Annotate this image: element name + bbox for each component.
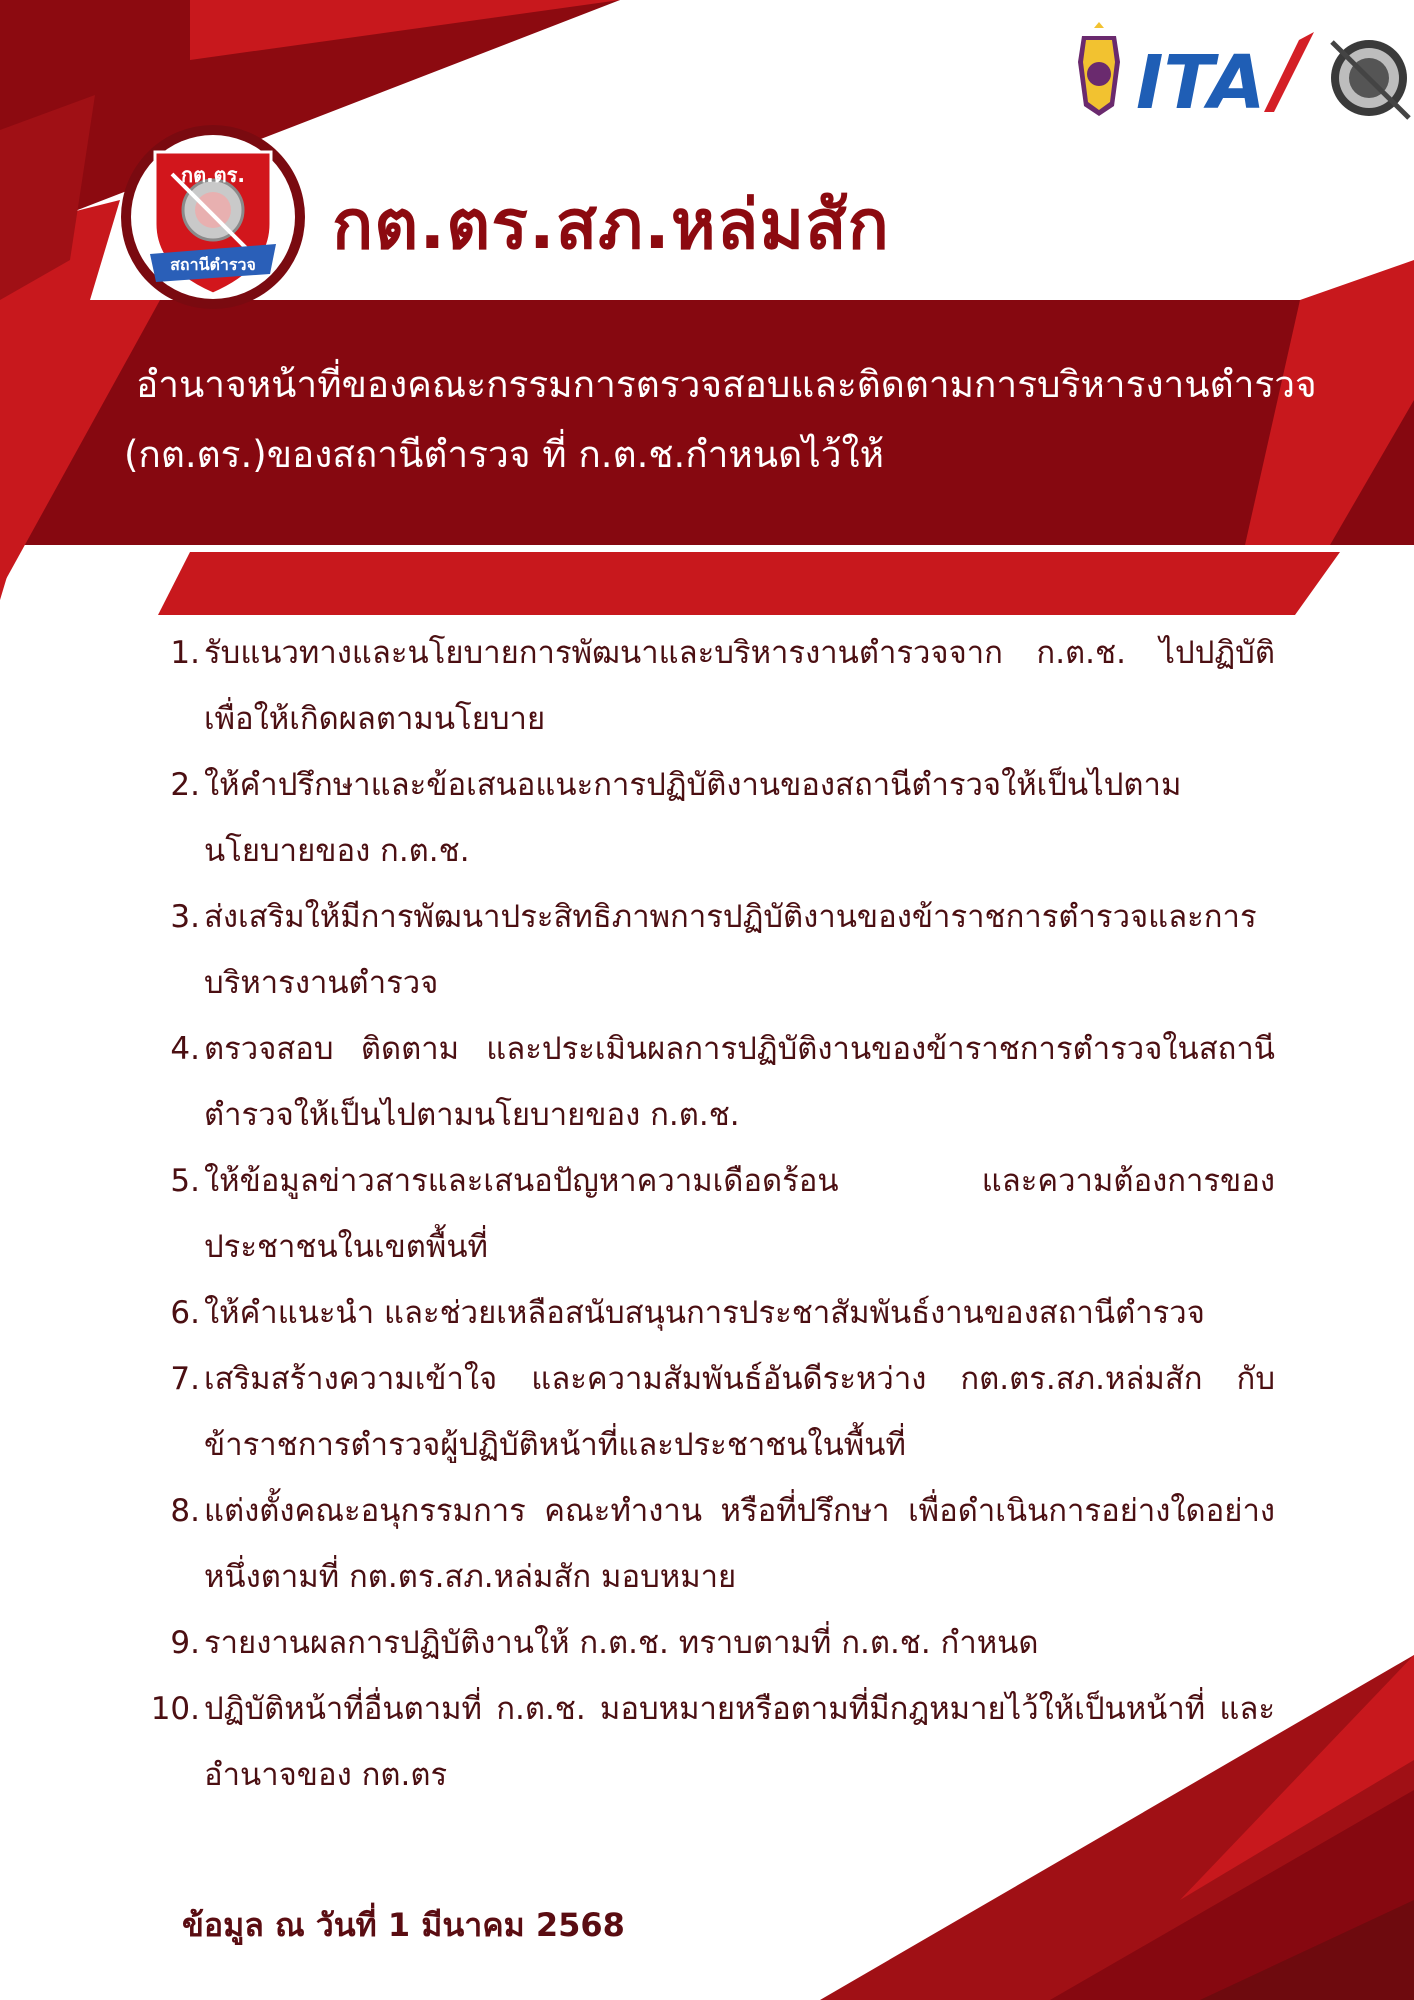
duty-text: ส่งเสริมให้มีการพัฒนาประสิทธิภาพการปฏิบัติงานของข้าราชการตำรวจและการบริหารงานตำรวจ <box>204 899 1257 1001</box>
school-emblem-icon <box>1078 22 1120 116</box>
header-title-line-1: อำนาจหน้าที่ของคณะกรรมการตรวจสอบและติดตามการบริหารงานตำรวจ <box>136 363 1317 406</box>
badge-ribbon-text: สถานีตำรวจ <box>170 255 256 274</box>
duty-text: ปฏิบัติหน้าที่อื่นตามที่ ก.ต.ช. มอบหมายหรือตามที่มีกฎหมายไว้ให้เป็นหน้าที่ และอำนาจของ กต.ตร <box>204 1691 1275 1793</box>
duty-number: 10. <box>150 1691 200 1727</box>
header-title <box>124 350 1317 490</box>
ita-text: ITA <box>1136 40 1266 122</box>
duty-number: 2. <box>170 767 200 803</box>
police-seal-icon <box>1331 40 1409 118</box>
duty-text: แต่งตั้งคณะอนุกรรมการ คณะทำงาน หรือที่ปรึกษา เพื่อดำเนินการอย่างใดอย่างหนึ่งตามที่ กต.ตร.สภ.หล่มสัก มอบหมาย <box>204 1493 1275 1595</box>
duty-item <box>150 1676 1275 1808</box>
duty-text: ตรวจสอบ ติดตาม และประเมินผลการปฏิบัติงานของข้าราชการตำรวจในสถานีตำรวจให้เป็นไปตามนโยบายของ ก.ต.ช. <box>204 1031 1275 1133</box>
duty-text: เสริมสร้างความเข้าใจ และความสัมพันธ์อันดีระหว่าง กต.ตร.สภ.หล่มสัก กับข้าราชการตำรวจผู้ปฏิบัติหน้าที่และประชาชนในพื้นที่ <box>204 1361 1275 1463</box>
duty-item <box>160 1016 1275 1148</box>
duty-item <box>160 1610 1275 1676</box>
duty-number: 6. <box>170 1295 200 1331</box>
duty-number: 4. <box>170 1031 200 1067</box>
badge-top-text: กต.ตร. <box>180 163 246 187</box>
duty-text: รายงานผลการปฏิบัติงานให้ ก.ต.ช. ทราบตามที่ ก.ต.ช. กำหนด <box>204 1625 1039 1661</box>
duty-text: ให้คำปรึกษาและข้อเสนอแนะการปฏิบัติงานของสถานีตำรวจให้เป็นไปตามนโยบายของ ก.ต.ช. <box>204 767 1182 869</box>
organization-title: กต.ตร.สภ.หล่มสัก <box>332 186 890 265</box>
duty-number: 5. <box>170 1163 200 1199</box>
duty-text: รับแนวทางและนโยบายการพัฒนาและบริหารงานตำรวจจาก ก.ต.ช. ไปปฏิบัติเพื่อให้เกิดผลตามนโยบาย <box>204 635 1275 737</box>
duty-number: 3. <box>170 899 200 935</box>
duty-item <box>160 752 1275 884</box>
duty-text: ให้ข้อมูลข่าวสารและเสนอปัญหาความเดือดร้อน และความต้องการของประชาชนในเขตพื้นที่ <box>204 1163 1275 1265</box>
partner-logos <box>1064 22 1414 122</box>
duty-number: 1. <box>170 635 200 671</box>
header-title-line-2: (กต.ตร.)ของสถานีตำรวจ ที่ ก.ต.ช.กำหนดไว้ให้ <box>124 433 884 476</box>
duty-number: 7. <box>170 1361 200 1397</box>
duty-item <box>160 1478 1275 1610</box>
duty-item <box>160 1346 1275 1478</box>
duty-number: 8. <box>170 1493 200 1529</box>
ita-logo <box>1136 32 1322 122</box>
police-badge-logo <box>120 124 306 310</box>
duty-number: 9. <box>170 1625 200 1661</box>
duties-list <box>150 620 1275 1808</box>
duty-text: ให้คำแนะนำ และช่วยเหลือสนับสนุนการประชาสัมพันธ์งานของสถานีตำรวจ <box>204 1295 1205 1331</box>
duty-item <box>160 1148 1275 1280</box>
duty-item <box>160 1280 1275 1346</box>
data-as-of-date: ข้อมูล ณ วันที่ 1 มีนาคม 2568 <box>182 1906 625 1944</box>
duty-item <box>160 884 1275 1016</box>
duty-item <box>160 620 1275 752</box>
